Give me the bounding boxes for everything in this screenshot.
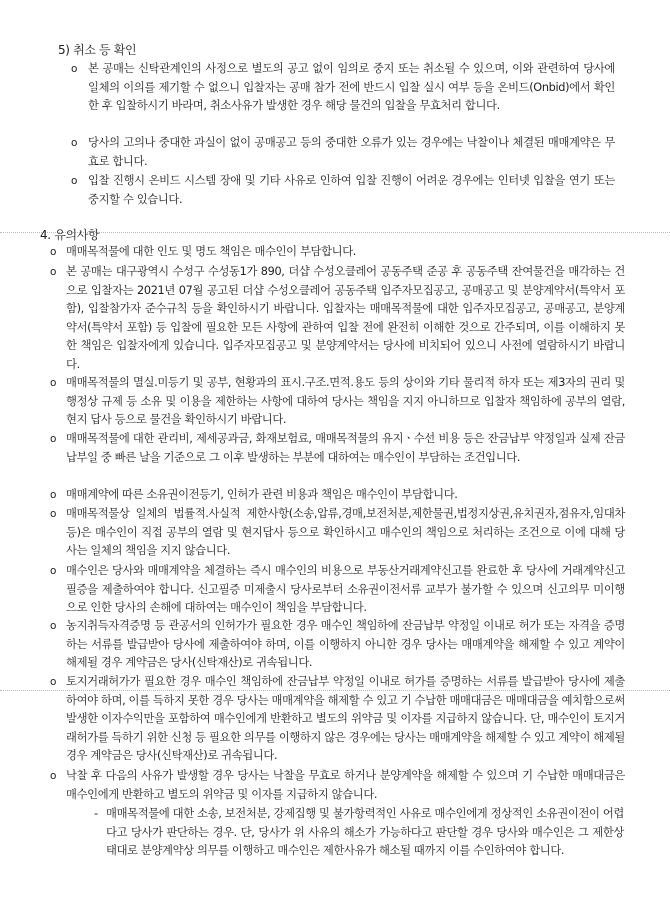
section-5-item <box>71 172 615 209</box>
bullet-circle-icon: o <box>50 770 57 782</box>
section-4-item <box>50 263 625 375</box>
section-4-item <box>50 617 625 673</box>
section-4-sub-item-text: 매매목적물에 대한 소송, 보전처분, 강제집행 및 불가항력적인 사유로 매수인에게 정상적인 소유권이전이 어렵다고 당사가 판단하는 경우. 단, 당사가 위 사유의 해소가 가능하다고 판단할 경우 당사와 매수인은 그 제한상태대로 분양계약상 의무를 이행하고 매수인은 제한사유가 해소될 때까지 이를 수인하여야 합니다. <box>106 807 624 858</box>
section-4-sub-item <box>94 805 624 861</box>
section-5-item-text: 본 공매는 신탁관계인의 사정으로 별도의 공고 없이 임의로 중지 또는 취소될 수 있으며, 이와 관련하여 당사에 일체의 이의를 제기할 수 없으니 입찰자는 공매 참가 전에 반드시 입찰 실시 여부 등을 온비드(Onbid)에서 확인한 후 입찰하시기 바라며, 취소사유가 발생한 경우 해당 물건의 입찰을 무효처리 합니다. <box>88 62 615 113</box>
section-4-item <box>50 562 625 618</box>
bullet-circle-icon: o <box>50 508 57 520</box>
section-4-item-text: 본 공매는 대구광역시 수성구 수성동1가 890, 더샵 수성오클레어 공동주택 준공 후 공동주택 잔여물건을 매각하는 건으로 입찰자는 2021년 07월 공고된 더샵 수성오클레어 공동주택 입주자모집공고, 공매공고 및 분양계약서(특약서 포함), 입찰참가자 준수규칙 등을 확인하시기 바랍니다. 입찰자는 매매목적물에 대한 입주자모집공고, 공매공고, 분양계약서(특약서 포함) 등 입찰에 필요한 모든 사항에 관하여 입찰 전에 완전히 이해한 것으로 간주되며, 이를 이해하지 못한 책임은 입찰자에게 있습니다. 입주자모집공고 및 분양계약서는 당사에 비치되어 있으니 사전에 열람하시기 바랍니다. <box>66 265 625 371</box>
section-4-item <box>50 243 625 262</box>
section-4-item-text: 토지거래허가가 필요한 경우 매수인 책임하에 잔금납부 약정일 이내로 허가를 증명하는 서류를 발급받아 당사에 제출하여야 하며, 이를 득하지 못한 경우 당사는 매매계약을 해제할 수 있고 기 수납한 매매대금은 매매대금을 예치함으로써 발생한 이자수익만을 포함하여 매수인에게 반환하고 별도의 위약금 및 이자를 지급하지 않습니다. 단, 매수인이 토지거래허가를 득하기 위한 신청 등 필요한 의무를 이행하지 않은 경우에는 당사는 매매계약을 해제할 수 있고 계약이 해제될 경우 계약금은 당사(신탁재산)로 귀속됩니다. <box>66 675 625 763</box>
faint-page-rule <box>0 232 670 233</box>
section-4-item-text: 매수인은 당사와 매매계약을 체결하는 즉시 매수인의 비용으로 부동산거래계약신고를 완료한 후 당사에 거래계약신고필증을 제출하여야 합니다. 신고필증 미제출시 당사로부터 소유권이전서류 교부가 불가할 수 있으며 신고의무 미이행으로 인한 당사의 손해에 대하여는 매수인이 책임을 부담합니다. <box>66 564 625 615</box>
section-4-item-text: 매매목적물의 멸실.미등기 및 공부, 현황과의 표시.구조.면적.용도 등의 상이와 기타 물리적 하자 또는 제3자의 권리 및 행정상 규제 등 소유 및 이용을 제한하는 사항에 대하여 당사는 책임을 지지 아니하므로 입찰자 책임하에 공부의 열람, 현지 답사 등으로 물건을 확인하시기 바랍니다. <box>66 376 625 427</box>
section-5-item-text: 당사의 고의나 중대한 과실이 없이 공매공고 등의 중대한 오류가 있는 경우에는 낙찰이나 체결된 매매계약은 무효로 합니다. <box>88 136 615 168</box>
section-4-item-text: 매매계약에 따른 소유권이전등기, 인허가 관련 비용과 책임은 매수인이 부담합니다. <box>66 488 458 501</box>
dash-marker: - <box>94 807 98 820</box>
section-4-item-text: 농지취득자격증명 등 관공서의 인허가가 필요한 경우 매수인 책임하에 잔금납부 약정일 이내로 허가 또는 자격을 증명하는 서류를 발급받아 당사에 제출하여야 하며, 이를 이행하지 아니한 경우 당사는 매매계약을 해제할 수 있고 계약이 해제될 경우 계약금은 당사(신탁재산)로 귀속됩니다. <box>66 619 625 670</box>
section-5-heading: 5) 취소 등 확인 <box>58 43 137 57</box>
bullet-circle-icon: o <box>50 565 57 577</box>
section-4-item-text: 매매목적물상 일체의 법률적.사실적 제한사항(소송,압류,경매,보전처분,제한물권,법정지상권,유치권자,점유자,임대차 등)은 매수인이 직접 공부의 열람 및 현지답사 등으로 확인하시고 매수인의 책임으로 처리하는 조건으로 이에 대해 당사는 일체의 책임을 지지 않습니다. <box>66 507 625 558</box>
bullet-circle-icon: o <box>50 489 57 501</box>
bullet-circle-icon: o <box>50 266 57 278</box>
section-4-item-text: 낙찰 후 다음의 사유가 발생할 경우 당사는 낙찰을 무효로 하거나 분양계약을 해제할 수 있으며 기 수납한 매매대금은 매수인에게 반환하고 별도의 위약금 및 이자를 지급하지 않습니다. <box>66 769 625 801</box>
bullet-circle-icon: o <box>50 676 57 688</box>
bullet-circle-icon: o <box>71 137 78 149</box>
bullet-circle-icon: o <box>50 377 57 389</box>
section-4-item <box>50 430 625 467</box>
bullet-circle-icon: o <box>71 63 78 75</box>
section-4-item <box>50 486 625 505</box>
section-4-item-text: 매매목적물에 대한 관리비, 제세공과금, 화재보험료, 매매목적물의 유지ㆍ수선 비용 등은 잔금납부 약정일과 실제 잔금납부일 중 빠른 날을 기준으로 그 이후 발생하는 부분에 대하여는 매수인이 부담하는 조건입니다. <box>66 432 625 464</box>
section-5-item <box>71 134 615 171</box>
section-5-item-text: 입찰 진행시 온비드 시스템 장애 및 기타 사유로 인하여 입찰 진행이 어려운 경우에는 인터넷 입찰을 연기 또는 중지할 수 있습니다. <box>88 174 615 206</box>
bullet-circle-icon: o <box>71 175 78 187</box>
section-4-item <box>50 767 625 804</box>
bullet-circle-icon: o <box>50 246 57 258</box>
section-4-item <box>50 673 625 766</box>
section-4-item-text: 매매목적물에 대한 인도 및 명도 책임은 매수인이 부담합니다. <box>66 245 357 258</box>
section-5-item <box>71 60 615 116</box>
section-4-item <box>50 505 625 561</box>
bullet-circle-icon: o <box>50 433 57 445</box>
section-4-heading: 4. 유의사항 <box>40 228 100 242</box>
section-4-item <box>50 374 625 430</box>
bullet-circle-icon: o <box>50 620 57 632</box>
